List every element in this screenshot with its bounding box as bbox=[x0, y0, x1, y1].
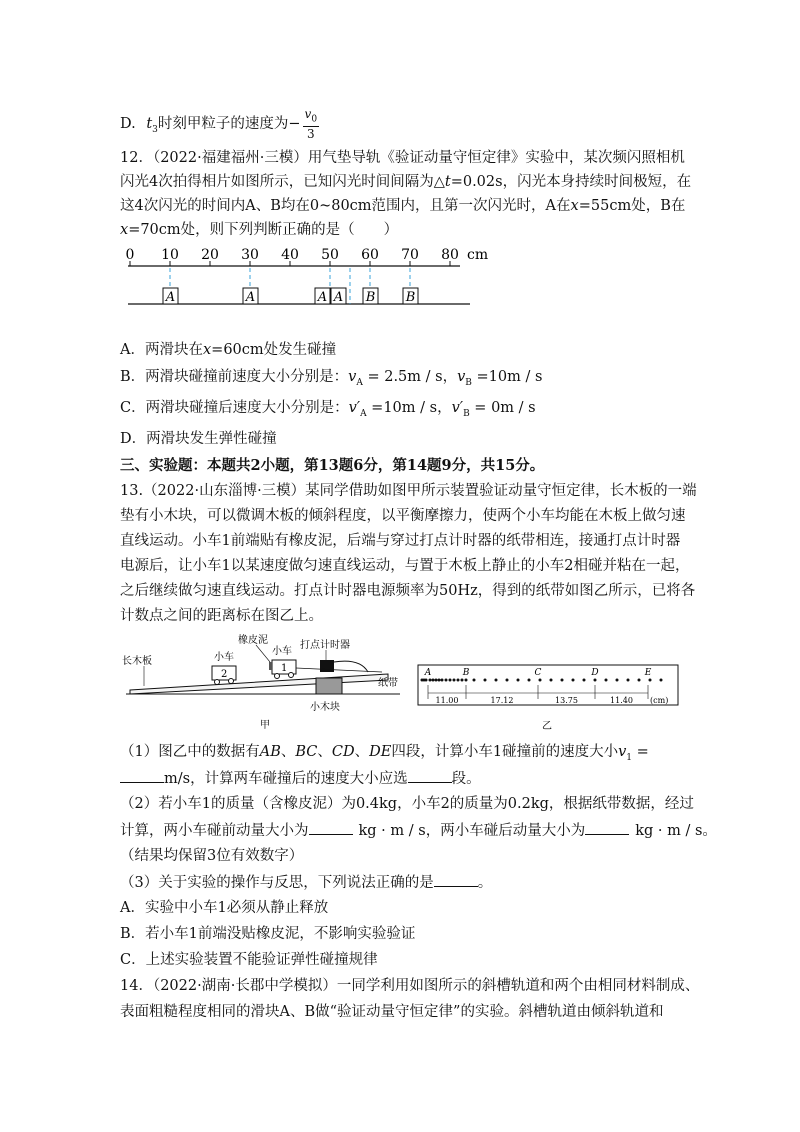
tape-dot bbox=[441, 679, 444, 682]
q12-ruler-figure bbox=[0, 244, 800, 314]
tape-dot bbox=[594, 679, 597, 682]
car-1-number: 1 bbox=[281, 663, 288, 674]
slider-block-label: A bbox=[333, 290, 344, 305]
tape-distance-label: 13.75 bbox=[555, 696, 578, 705]
q12-line-4: x=70cm处，则下列判断正确的是（ ） bbox=[120, 222, 399, 238]
tape-dot bbox=[506, 679, 509, 682]
slider-block-label: A bbox=[165, 290, 176, 305]
q12-option-a: A．两滑块在x=60cm处发生碰撞 bbox=[120, 342, 337, 358]
q13-option-b: B．若小车1前端没贴橡皮泥，不影响实验验证 bbox=[120, 926, 416, 942]
caption-yi: 乙 bbox=[542, 721, 552, 732]
car-2 bbox=[212, 666, 236, 685]
tape-dot bbox=[432, 679, 435, 682]
q13-line-5: 之后继续做匀速直线运动。打点计时器电源频率为50Hz，得到的纸带如图乙所示，已将各 bbox=[120, 583, 696, 599]
q14-line-1: 14．（2022·湖南·长郡中学模拟）一同学利用如图所示的斜槽轨道和两个由相同材料制成、 bbox=[120, 978, 700, 994]
tape-dot bbox=[561, 679, 564, 682]
q13-line-4: 电源后，让小车1以某速度做匀速直线运动，与置于木板上静止的小车2相碰并粘在一起， bbox=[120, 558, 690, 574]
q12-option-b: B．两滑块碰撞前速度大小分别是：$v_A = 2.5m / s$，$v_B =10m / s$ bbox=[120, 369, 543, 388]
tape-dot bbox=[425, 679, 428, 682]
q13-sub-2-line-2: 计算，两小车碰前动量大小为 kg · m / s，两小车碰后动量大小为 kg · m / s。 bbox=[120, 820, 717, 841]
tape-distance-label: 17.12 bbox=[490, 696, 514, 705]
label-putty: 橡皮泥 bbox=[238, 635, 268, 646]
tape-point-label: A bbox=[424, 668, 432, 678]
tape-distance-label: 11.00 bbox=[435, 696, 459, 705]
q13-sub-3: （3）关于实验的操作与反思，下列说法正确的是 。 bbox=[120, 872, 492, 893]
ruler-tick-label: 60 bbox=[361, 247, 379, 263]
q11-option-d: D. $t_3$时刻甲粒子的速度为− $\frac{v_0}{3}$ bbox=[120, 107, 318, 142]
slider-block-label: B bbox=[365, 290, 376, 305]
ruler-tick-label: 10 bbox=[161, 247, 179, 263]
ruler-tick-label: 20 bbox=[201, 247, 219, 263]
tape-dot bbox=[539, 679, 542, 682]
answer-blank-momentum-before[interactable] bbox=[309, 820, 353, 835]
tape-dot bbox=[616, 679, 619, 682]
car-1 bbox=[269, 660, 296, 679]
tape-dot bbox=[461, 679, 464, 682]
q13-sub-1-line-2: m/s，计算两车碰撞后的速度大小应选 段。 bbox=[120, 768, 481, 789]
tape-dot bbox=[445, 679, 448, 682]
q13-figure-yi bbox=[414, 655, 684, 755]
tape-point-label: B bbox=[462, 668, 470, 678]
tape-dot bbox=[660, 679, 663, 682]
q12-option-d: D．两滑块发生弹性碰撞 bbox=[120, 431, 277, 447]
tape-dot bbox=[484, 679, 487, 682]
tape-dot bbox=[550, 679, 553, 682]
section-3-title: 三、实验题：本题共2小题，第13题6分，第14题9分，共15分。 bbox=[120, 457, 545, 474]
answer-blank-choice[interactable] bbox=[434, 872, 478, 887]
answer-blank-momentum-after[interactable] bbox=[585, 820, 629, 835]
tape-dot bbox=[528, 679, 531, 682]
ruler-tick-label: 70 bbox=[401, 247, 419, 263]
car-2-number: 2 bbox=[221, 669, 228, 680]
tape-point-label: D bbox=[591, 668, 599, 678]
tape-dot bbox=[449, 679, 452, 682]
tape-dot bbox=[438, 679, 441, 682]
tape-dot bbox=[638, 679, 641, 682]
q13-line-1: 13.（2022·山东淄博·三模）某同学借助如图甲所示装置验证动量守恒定律，长木板的一端 bbox=[120, 483, 697, 499]
tape-dot bbox=[435, 679, 438, 682]
tape-dot bbox=[465, 679, 468, 682]
slider-block-label: A bbox=[245, 290, 256, 305]
caption-jia: 甲 bbox=[260, 720, 270, 731]
tape-dot bbox=[495, 679, 498, 682]
q13-option-c: C．上述实验装置不能验证弹性碰撞规律 bbox=[120, 952, 378, 968]
tape-dot bbox=[605, 679, 608, 682]
q13-line-2: 垫有小木块，可以微调木板的倾斜程度，以平衡摩擦力，使两个小车均能在木板上做匀速 bbox=[120, 508, 686, 524]
fraction-v0-over-3: $\frac{v_0}{3}$ bbox=[304, 107, 318, 142]
q12-line-2: 闪光4次拍得相片如图所示，已知闪光时间间隔为△t=0.02s，闪光本身持续时间极短，在 bbox=[120, 174, 692, 190]
tape-point-label: C bbox=[534, 668, 542, 678]
q13-figure-jia bbox=[120, 632, 410, 732]
tape-distance-label: 11.40 bbox=[610, 696, 633, 705]
tape-dot bbox=[627, 679, 630, 682]
ruler-ticks bbox=[126, 247, 459, 266]
ruler-tick-label: 50 bbox=[321, 247, 339, 263]
slider-blocks bbox=[163, 288, 418, 305]
slider-block-label: A bbox=[317, 290, 328, 305]
slider-block-label: B bbox=[405, 290, 416, 305]
tape-dot bbox=[649, 679, 652, 682]
tape-dot bbox=[429, 679, 432, 682]
ruler-unit: cm bbox=[467, 247, 489, 263]
tape-dot bbox=[517, 679, 520, 682]
ruler-tick-label: 0 bbox=[125, 247, 135, 263]
label-tape: 纸带 bbox=[378, 678, 398, 689]
q12-line-1: 12．（2022·福建福州·三模）用气垫导轨《验证动量守恒定律》实验中，某次频闪照相机 bbox=[120, 150, 685, 166]
tape-dot bbox=[457, 679, 460, 682]
q12-line-3: 这4次闪光的时间内A、B均在0~80cm范围内，且第一次闪光时，A在x=55cm处，B在 bbox=[120, 198, 686, 214]
tape-dot bbox=[572, 679, 575, 682]
tape-point-label: E bbox=[644, 668, 652, 678]
q12-option-c: C．两滑块碰撞后速度大小分别是：$v'_A =10m / s$，$v'_B = 0m / s$ bbox=[120, 400, 536, 419]
label-wooden-block: 小木块 bbox=[310, 702, 340, 713]
ruler-tick-label: 40 bbox=[281, 247, 299, 263]
tape-unit: (cm) bbox=[650, 696, 669, 705]
label-car-1: 小车 bbox=[272, 646, 292, 657]
q14-line-2: 表面粗糙程度相同的滑块A、B做“验证动量守恒定律”的实验。斜槽轨道由倾斜轨道和 bbox=[120, 1004, 664, 1020]
q13-option-a: A．实验中小车1必须从静止释放 bbox=[120, 900, 329, 916]
tape-dot bbox=[473, 679, 476, 682]
label-car-2: 小车 bbox=[214, 652, 234, 663]
label-long-board: 长木板 bbox=[122, 656, 152, 667]
tape-dot bbox=[583, 679, 586, 682]
answer-blank-segment[interactable] bbox=[408, 768, 452, 783]
tape-dot bbox=[453, 679, 456, 682]
answer-blank-v1[interactable] bbox=[120, 768, 164, 783]
q13-sub-2: （2）若小车1的质量（含橡皮泥）为0.4kg，小车2的质量为0.2kg，根据纸带数据，经过 bbox=[120, 796, 694, 812]
ruler-tick-label: 80 bbox=[441, 247, 459, 263]
q13-sub-1: （1）图乙中的数据有AB、BC、CD、DE四段，计算小车1碰撞前的速度大小$v_1$ = bbox=[120, 744, 649, 763]
label-timer: 打点计时器 bbox=[300, 640, 350, 651]
ruler-tick-label: 30 bbox=[241, 247, 259, 263]
q13-line-6: 计数点之间的距离标在图乙上。 bbox=[120, 608, 323, 624]
q13-line-3: 直线运动。小车1前端贴有橡皮泥，后端与穿过打点计时器的纸带相连，接通打点计时器 bbox=[120, 533, 681, 549]
q13-sub-2-note: （结果均保留3位有效数字） bbox=[120, 848, 304, 864]
